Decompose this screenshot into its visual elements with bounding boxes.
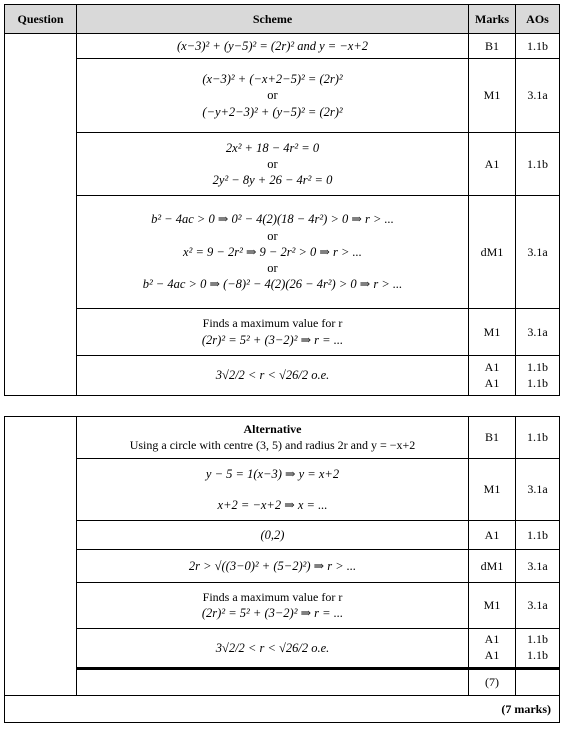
scheme-line: Using a circle with centre (3, 5) and radius 2r and y = −x+2 [129, 437, 416, 452]
mark-value: A1 [484, 375, 500, 390]
scheme-line: x+2 = −x+2 ⇒ x = ... [217, 497, 328, 512]
marks-cell: M1 [469, 309, 516, 356]
scheme-row [5, 309, 560, 356]
scheme-line: or [267, 228, 278, 243]
aos-cell: 3.1a [516, 309, 560, 356]
scheme-row [5, 417, 560, 459]
scheme-cell [77, 417, 469, 459]
scheme-cell [77, 133, 469, 196]
mark-scheme-table [4, 4, 560, 396]
scheme-row [5, 629, 560, 669]
scheme-row [5, 521, 560, 550]
header-marks: Marks [469, 5, 516, 34]
subtotal-scheme-cell [77, 669, 469, 696]
subtotal-marks: (7) [469, 669, 516, 696]
scheme-line: x² = 9 − 2r² ⇒ 9 − 2r² > 0 ⇒ r > ... [183, 244, 362, 259]
aos-cell: 3.1a [516, 583, 560, 629]
scheme-row [5, 59, 560, 133]
marks-cell: A1 [469, 521, 516, 550]
aos-cell: 1.1b [516, 133, 560, 196]
scheme-cell [77, 629, 469, 669]
aos-cell: 1.1b [516, 521, 560, 550]
aos-cell: 3.1a [516, 459, 560, 521]
scheme-line: 2r > √((3−0)² + (5−2)²) ⇒ r > ... [188, 558, 357, 573]
aos-cell [516, 629, 560, 669]
scheme-cell [77, 583, 469, 629]
scheme-line: or [267, 88, 278, 103]
ao-value: 1.1b [527, 375, 548, 390]
mark-value: A1 [484, 632, 500, 647]
scheme-line: Finds a maximum value for r [202, 589, 343, 604]
scheme-line: (x−3)² + (y−5)² = (2r)² and y = −x+2 [176, 38, 369, 53]
mark-value: A1 [484, 359, 500, 374]
marks-cell: B1 [469, 34, 516, 59]
total-row [5, 696, 560, 723]
scheme-line: 3√2/2 < r < √26/2 o.e. [215, 640, 330, 655]
scheme-cell [77, 34, 469, 59]
marks-cell [469, 356, 516, 396]
aos-cell: 3.1a [516, 59, 560, 133]
scheme-line: (x−3)² + (−x+2−5)² = (2r)² [202, 72, 343, 87]
alternative-scheme-table [4, 416, 560, 723]
marks-cell: dM1 [469, 196, 516, 309]
total-marks: (7 marks) [5, 696, 560, 723]
scheme-line: or [267, 261, 278, 276]
scheme-row [5, 459, 560, 521]
marks-cell: M1 [469, 583, 516, 629]
scheme-line: (2r)² = 5² + (3−2)² ⇒ r = ... [201, 332, 344, 347]
scheme-line: (−y+2−3)² + (y−5)² = (2r)² [202, 104, 343, 119]
scheme-cell [77, 521, 469, 550]
scheme-row [5, 583, 560, 629]
marks-cell [469, 629, 516, 669]
aos-cell: 3.1a [516, 550, 560, 583]
ao-value: 1.1b [527, 648, 548, 662]
marks-cell: M1 [469, 59, 516, 133]
scheme-line: Finds a maximum value for r [202, 316, 343, 331]
scheme-row [5, 34, 560, 59]
scheme-row [5, 550, 560, 583]
scheme-line: b² − 4ac > 0 ⇒ 0² − 4(2)(18 − 4r²) > 0 ⇒ r > ... [151, 212, 394, 227]
ao-value: 1.1b [527, 632, 548, 647]
aos-cell: 3.1a [516, 196, 560, 309]
scheme-line: 2x² + 18 − 4r² = 0 [225, 140, 320, 155]
scheme-cell [77, 59, 469, 133]
subtotal-row [5, 669, 560, 696]
marks-cell: M1 [469, 459, 516, 521]
aos-cell: 1.1b [516, 417, 560, 459]
marks-cell: dM1 [469, 550, 516, 583]
scheme-row [5, 356, 560, 396]
spacer [77, 483, 468, 497]
header-question: Question [5, 5, 77, 34]
scheme-row [5, 196, 560, 309]
subtotal-aos [516, 669, 560, 696]
scheme-cell [77, 550, 469, 583]
scheme-line: 3√2/2 < r < √26/2 o.e. [215, 368, 330, 383]
question-cell [5, 34, 77, 396]
scheme-row [5, 133, 560, 196]
scheme-line: y − 5 = 1(x−3) ⇒ y = x+2 [205, 467, 340, 482]
header-aos: AOs [516, 5, 560, 34]
header-scheme: Scheme [77, 5, 469, 34]
header-row [5, 5, 560, 34]
alternative-heading: Alternative [243, 421, 302, 436]
scheme-cell [77, 356, 469, 396]
scheme-line: or [267, 156, 278, 171]
scheme-cell [77, 309, 469, 356]
marks-cell: B1 [469, 417, 516, 459]
ao-value: 1.1b [527, 359, 548, 374]
scheme-line: b² − 4ac > 0 ⇒ (−8)² − 4(2)(26 − 4r²) > 0 ⇒ r > ... [142, 277, 403, 292]
scheme-line: (2r)² = 5² + (3−2)² ⇒ r = ... [201, 606, 344, 621]
scheme-cell [77, 196, 469, 309]
scheme-line: 2y² − 8y + 26 − 4r² = 0 [212, 173, 333, 188]
aos-cell: 1.1b [516, 34, 560, 59]
question-cell [5, 417, 77, 696]
aos-cell [516, 356, 560, 396]
mark-value: A1 [484, 648, 500, 662]
scheme-line: (0,2) [260, 527, 285, 542]
scheme-cell [77, 459, 469, 521]
marks-cell: A1 [469, 133, 516, 196]
